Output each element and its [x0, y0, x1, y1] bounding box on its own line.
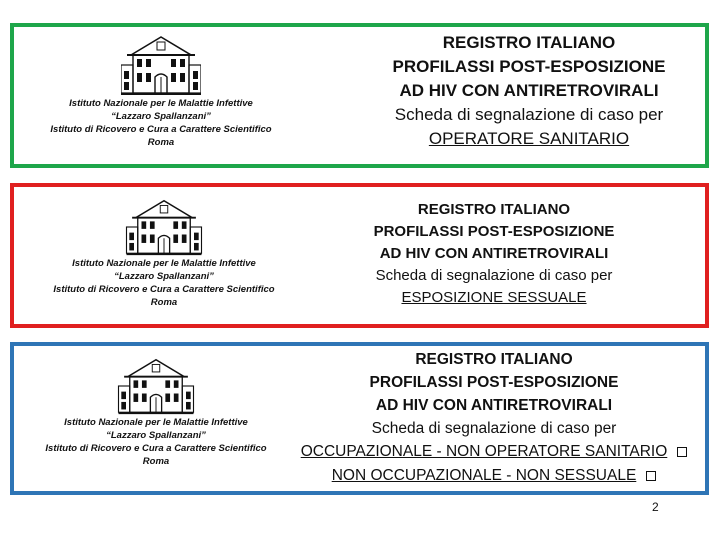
- card-operatore-sanitario: [10, 23, 709, 168]
- title-line-2: PROFILASSI POST-ESPOSIZIONE: [392, 57, 666, 76]
- institute-city: Roma: [150, 297, 178, 308]
- institute-logo: [36, 356, 276, 468]
- title-line-1: REGISTRO ITALIANO: [442, 33, 616, 52]
- building-icon: [121, 33, 201, 97]
- registry-title: [294, 348, 694, 488]
- title-line-1: REGISTRO ITALIANO: [417, 201, 571, 218]
- subtitle: Scheda di segnalazione di caso per: [375, 267, 613, 284]
- case-type: OPERATORE SANITARIO: [428, 129, 630, 148]
- building-icon: [124, 197, 204, 257]
- title-line-3: AD HIV CON ANTIRETROVIRALI: [375, 397, 613, 414]
- registry-title: [364, 31, 694, 151]
- institute-city: Roma: [142, 456, 170, 467]
- institute-subname: “Lazzaro Spallanzani”: [106, 430, 206, 441]
- checkbox-occupazionale[interactable]: [677, 447, 687, 457]
- institute-logo: [36, 33, 286, 149]
- title-line-2: PROFILASSI POST-ESPOSIZIONE: [369, 374, 619, 391]
- institute-logo: [44, 197, 284, 309]
- title-line-3: AD HIV CON ANTIRETROVIRALI: [399, 81, 659, 100]
- institute-name: Istituto Nazionale per le Malattie Infettive: [64, 417, 248, 428]
- building-icon: [116, 356, 196, 416]
- page-number: 2: [652, 500, 659, 514]
- card-non-operatore: [10, 342, 709, 495]
- registry-title: [344, 199, 644, 309]
- option-non-occupazionale: NON OCCUPAZIONALE - NON SESSUALE: [331, 467, 637, 484]
- title-line-2: PROFILASSI POST-ESPOSIZIONE: [373, 223, 615, 240]
- institute-name: Istituto Nazionale per le Malattie Infettive: [69, 98, 253, 109]
- card-esposizione-sessuale: [10, 183, 709, 328]
- institute-type: Istituto di Ricovero e Cura a Carattere Scientifico: [50, 124, 272, 135]
- title-line-3: AD HIV CON ANTIRETROVIRALI: [379, 245, 609, 262]
- institute-city: Roma: [147, 137, 175, 148]
- option-occupazionale: OCCUPAZIONALE - NON OPERATORE SANITARIO: [300, 443, 668, 460]
- institute-type: Istituto di Ricovero e Cura a Carattere Scientifico: [45, 443, 267, 454]
- checkbox-non-occupazionale[interactable]: [646, 471, 656, 481]
- institute-subname: “Lazzaro Spallanzani”: [114, 271, 214, 282]
- title-line-1: REGISTRO ITALIANO: [415, 351, 573, 368]
- institute-type: Istituto di Ricovero e Cura a Carattere Scientifico: [53, 284, 275, 295]
- institute-subname: “Lazzaro Spallanzani”: [111, 111, 211, 122]
- institute-name: Istituto Nazionale per le Malattie Infettive: [72, 258, 256, 269]
- case-type: ESPOSIZIONE SESSUALE: [401, 289, 587, 306]
- subtitle: Scheda di segnalazione di caso per: [371, 420, 617, 437]
- subtitle: Scheda di segnalazione di caso per: [394, 105, 664, 124]
